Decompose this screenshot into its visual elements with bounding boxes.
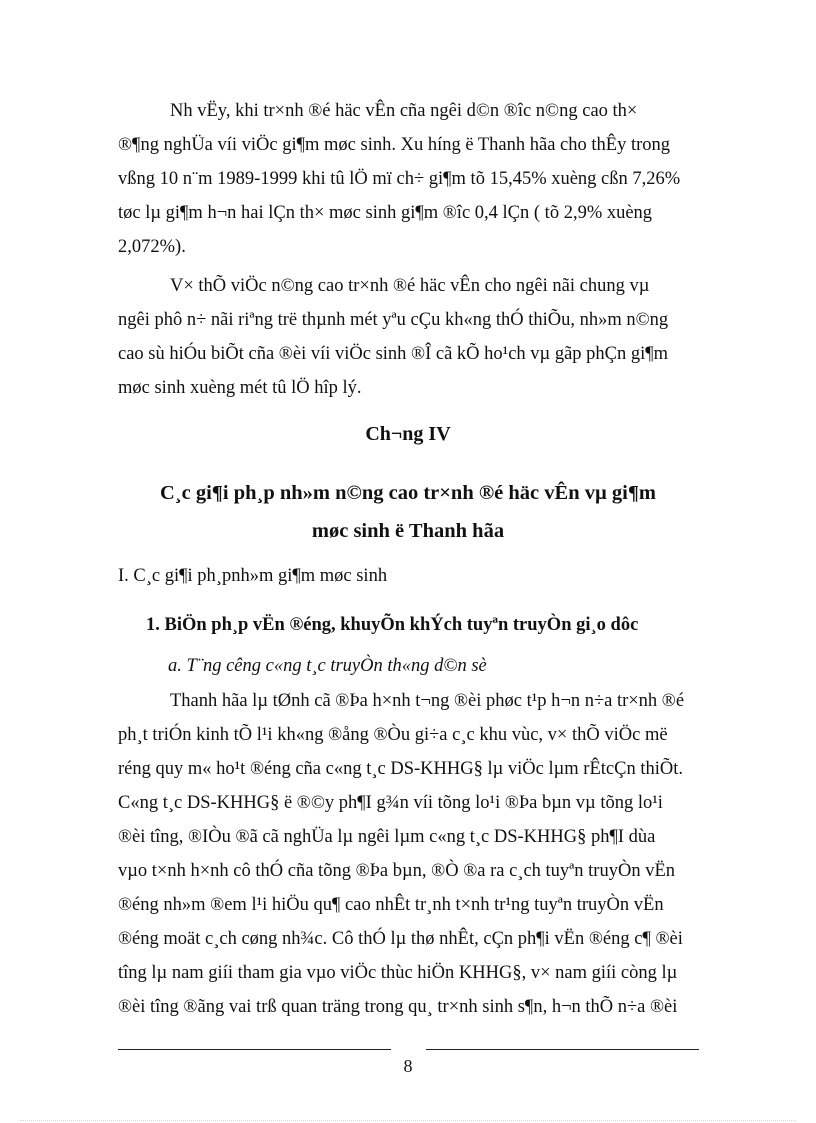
chapter-title: Ch¬ng IV — [365, 423, 451, 445]
paragraph-intro — [118, 94, 698, 264]
text-line: ph¸t triÓn kinh tÕ l¹i kh«ng ®ång ®Òu gi÷a c¸c khu vùc, v× thÕ viÖc më — [118, 725, 668, 745]
chapter-heading — [118, 474, 698, 550]
page-bottom-divider — [20, 1120, 796, 1121]
text-line: C«ng t¸c DS-KHHG§ ë ®©y ph¶I g¾n víi tõng lo¹i ®Þa bµn vµ tõng lo¹i — [118, 793, 663, 813]
footer-rule-right — [426, 1049, 699, 1050]
text-line: Nh vËy, khi tr×nh ®é häc vÊn cña ngêi d©n ®îc n©ng cao th× — [170, 101, 638, 121]
paragraph-body — [118, 684, 698, 1024]
text-line: vµo t×nh h×nh cô thÓ cña tõng ®Þa bµn, ®Ò ®a ra c¸ch tuyªn truyÒn vËn — [118, 861, 675, 881]
text-line: réng quy m« ho¹t ®éng cña c«ng t¸c DS-KHHG§ lµ viÖc lµm rÊtcÇn thiÕt. — [118, 759, 683, 779]
text-line: ®éng moät c¸ch cøng nh¾c. Cô thÓ lµ thø nhÊt, cÇn ph¶i vËn ®éng c¶ ®èi — [118, 929, 683, 949]
text-line: møc sinh xuèng mét tû lÖ hîp lý. — [118, 378, 362, 398]
section-heading: I. C¸c gi¶i ph¸pnh»m gi¶m møc sinh — [118, 566, 388, 586]
text-line: tøc lµ gi¶m h¬n hai lÇn th× møc sinh gi¶m ®îc 0,4 lÇn ( tõ 2,9% xuèng — [118, 203, 653, 223]
subsection-heading: 1. BiÖn ph¸p vËn ®éng, khuyÕn khÝch tuyªn truyÒn gi¸o dôc — [146, 615, 639, 635]
chapter-heading-line-2: møc sinh ë Thanh hãa — [311, 520, 505, 542]
text-line: ®èi tîng, ®IÒu ®ã cã nghÜa lµ ngêi lµm c«ng t¸c DS-KHHG§ ph¶I dùa — [118, 827, 656, 847]
text-line: vßng 10 n¨m 1989-1999 khi tû lÖ mï ch÷ gi¶m tõ 15,45% xuèng cßn 7,26% — [118, 169, 681, 189]
text-line: ®éng nh»m ®em l¹i hiÖu qu¶ cao nhÊt tr¸nh t×nh tr¹ng tuyªn truyÒn vËn — [118, 895, 664, 915]
text-line: tîng lµ nam giíi tham gia vµo viÖc thùc hiÖn KHHG§, v× nam giíi còng lµ — [118, 963, 678, 983]
text-line: 2,072%). — [118, 237, 186, 257]
text-line: Thanh hãa lµ tØnh cã ®Þa h×nh t¬ng ®èi phøc t¹p h¬n n÷a tr×nh ®é — [170, 691, 685, 711]
chapter-heading-line-1: C¸c gi¶i ph¸p nh»m n©ng cao tr×nh ®é häc vÊn vµ gi¶m — [160, 482, 656, 504]
page-number: 8 — [403, 1056, 413, 1076]
paragraph-conclusion — [118, 269, 698, 405]
text-line: cao sù hiÓu biÕt cña ®èi víi viÖc sinh ®Î cã kÕ ho¹ch vµ gãp phÇn gi¶m — [118, 344, 669, 364]
text-line: ngêi phô n÷ nãi riªng trë thµnh mét yªu cÇu kh«ng thÓ thiÕu, nh»m n©ng — [118, 310, 669, 330]
text-line: ®èi tîng ®ãng vai trß quan träng trong qu¸ tr×nh sinh s¶n, h¬n thÕ n÷a ®èi — [118, 997, 678, 1017]
text-line: ®¶ng nghÜa víi viÖc gi¶m møc sinh. Xu híng ë Thanh hãa cho thÊy trong — [118, 135, 670, 155]
subsubsection-heading: a. T¨ng cêng c«ng t¸c truyÒn th«ng d©n sè — [168, 656, 487, 676]
footer-rule-left — [118, 1049, 391, 1050]
text-line: V× thÕ viÖc n©ng cao tr×nh ®é häc vÊn cho ngêi nãi chung vµ — [170, 276, 650, 296]
